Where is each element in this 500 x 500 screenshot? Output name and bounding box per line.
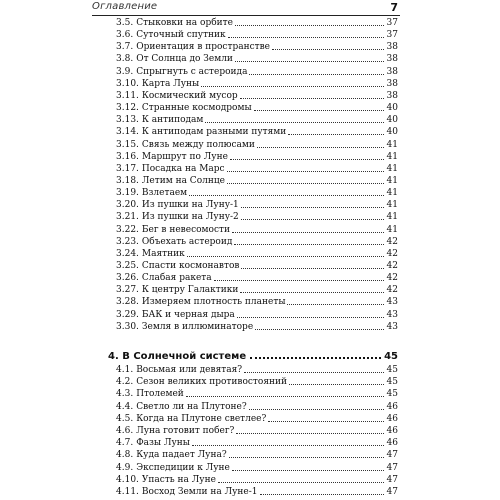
entry-page: 37 <box>386 30 398 41</box>
dot-leader <box>287 298 384 305</box>
entry-title: Летим на Солнце <box>141 175 225 186</box>
dot-leader <box>227 177 384 184</box>
toc-entry[interactable] <box>116 126 398 138</box>
dot-leader <box>250 351 381 359</box>
toc-entry[interactable] <box>116 199 398 211</box>
entry-number: 3.19. <box>116 188 139 199</box>
entry-number: 3.26. <box>116 273 139 284</box>
entry-page: 41 <box>386 163 398 174</box>
dot-leader <box>192 439 384 446</box>
toc-entry[interactable] <box>116 90 398 102</box>
entry-title: Спасти космонавтов <box>141 261 240 271</box>
toc-entry[interactable] <box>116 309 398 321</box>
entry-title: Объехать астероид <box>141 236 233 247</box>
toc-entry[interactable] <box>116 449 398 461</box>
entry-number: 3.6. <box>116 30 134 41</box>
toc-entry[interactable] <box>116 413 398 425</box>
entry-page: 38 <box>386 42 398 53</box>
entry-title: Карта Луны <box>141 78 200 89</box>
dot-leader <box>214 274 384 281</box>
entry-title: Слабая ракета <box>141 273 212 284</box>
entry-page: 42 <box>386 273 398 284</box>
toc-entry[interactable] <box>116 401 398 413</box>
toc-entry[interactable] <box>116 175 398 187</box>
toc-entry[interactable] <box>116 78 398 90</box>
toc-entry[interactable] <box>116 388 398 400</box>
entry-page: 47 <box>386 487 398 497</box>
toc-entry[interactable] <box>116 321 398 333</box>
entry-page: 42 <box>386 285 398 296</box>
entry-page: 47 <box>386 474 398 485</box>
entry-title: К антиподам разными путями <box>141 127 287 138</box>
toc-entry[interactable] <box>116 272 398 284</box>
toc-entry[interactable] <box>116 296 398 308</box>
toc-entry[interactable] <box>116 102 398 114</box>
entry-page: 43 <box>386 309 398 320</box>
entry-title: Бег в невесомости <box>141 224 230 235</box>
entry-title: Птолемей <box>136 389 184 400</box>
entry-number: 3.10. <box>116 78 139 89</box>
entry-title: Посадка на Марс <box>141 163 225 174</box>
entry-title: Фазы Луны <box>136 438 190 449</box>
dot-leader <box>201 80 384 87</box>
entry-page: 45 <box>386 389 398 400</box>
dot-leader <box>232 226 384 233</box>
entry-page: 46 <box>386 426 398 436</box>
entry-number: 3.23. <box>116 236 139 247</box>
toc-entry[interactable] <box>116 211 398 223</box>
entry-number: 4.2. <box>116 377 134 388</box>
dot-leader <box>260 488 384 495</box>
dot-leader <box>235 55 384 62</box>
entry-title: Маятник <box>141 248 185 259</box>
chapter-page: 45 <box>384 351 398 362</box>
entry-page: 42 <box>386 248 398 259</box>
entry-page: 41 <box>386 200 398 211</box>
entry-title: Спрыгнуть с астероида <box>136 66 248 77</box>
entry-number: 3.21. <box>116 212 139 223</box>
entry-title: Экспедиции к Луне <box>136 462 230 473</box>
entry-title: Маршрут по Луне <box>141 151 228 162</box>
entry-number: 4.7. <box>116 438 134 449</box>
dot-leader <box>218 476 384 483</box>
entry-title: Стыковки на орбите <box>136 18 233 28</box>
entry-page: 43 <box>386 297 398 308</box>
entry-number: 3.15. <box>116 139 139 150</box>
entry-title: Восход Земли на Луне-1 <box>141 487 258 497</box>
toc-entry[interactable] <box>116 376 398 388</box>
toc-entry[interactable] <box>116 248 398 260</box>
entry-number: 3.30. <box>116 321 139 332</box>
toc-entry[interactable] <box>116 114 398 126</box>
dot-leader <box>241 213 384 220</box>
toc-entry[interactable] <box>116 66 398 78</box>
dot-leader <box>235 19 384 26</box>
entry-page: 45 <box>386 377 398 388</box>
dot-leader <box>232 464 384 471</box>
chapter-title: 4. В Солнечной системе <box>108 351 247 362</box>
entry-page: 41 <box>386 139 398 150</box>
toc-entry[interactable] <box>116 364 398 376</box>
entry-number: 4.6. <box>116 426 134 436</box>
entry-number: 4.1. <box>116 365 134 375</box>
entry-page: 37 <box>386 18 398 28</box>
entry-page: 41 <box>386 151 398 162</box>
entry-page: 43 <box>386 321 398 332</box>
entry-number: 4.3. <box>116 389 134 400</box>
entry-number: 4.8. <box>116 450 134 461</box>
dot-leader <box>257 141 384 148</box>
toc-entry[interactable] <box>116 139 398 151</box>
entry-title: Из пушки на Луну-2 <box>141 212 239 223</box>
entry-page: 40 <box>386 127 398 138</box>
entry-page: 41 <box>386 212 398 223</box>
dot-leader <box>241 262 384 269</box>
dot-leader <box>187 250 384 257</box>
entry-number: 3.5. <box>116 18 134 28</box>
entry-title: Взлетаем <box>141 188 188 199</box>
entry-title: Восьмая или девятая? <box>136 365 243 375</box>
dot-leader <box>229 451 384 458</box>
entry-title: Земля в иллюминаторе <box>141 321 254 332</box>
entry-number: 4.11. <box>116 487 139 497</box>
toc-entry[interactable] <box>116 187 398 199</box>
entry-number: 3.18. <box>116 175 139 186</box>
entry-number: 4.5. <box>116 413 134 424</box>
toc-entry[interactable] <box>116 224 398 236</box>
toc-entry[interactable] <box>116 437 398 449</box>
dot-leader <box>249 403 384 410</box>
entry-number: 3.28. <box>116 297 139 308</box>
entry-number: 3.17. <box>116 163 139 174</box>
dot-leader <box>205 116 384 123</box>
entry-page: 42 <box>386 261 398 271</box>
toc-entry[interactable] <box>116 474 398 486</box>
toc-entry[interactable] <box>116 17 398 29</box>
header-title: Оглавление <box>92 1 158 12</box>
page-number: 7 <box>390 1 398 14</box>
dot-leader <box>244 366 384 373</box>
entry-number: 3.8. <box>116 54 134 65</box>
dot-leader <box>255 323 384 330</box>
toc-entry[interactable] <box>116 425 398 437</box>
dot-leader <box>249 68 384 75</box>
dot-leader <box>186 390 384 397</box>
entry-number: 3.16. <box>116 151 139 162</box>
entry-page: 42 <box>386 236 398 247</box>
toc-entry[interactable] <box>116 486 398 498</box>
toc-entry[interactable] <box>116 41 398 53</box>
dot-leader <box>289 378 384 385</box>
entry-title: Упасть на Луне <box>141 474 216 485</box>
entry-page: 41 <box>386 224 398 235</box>
entry-number: 3.25. <box>116 261 139 271</box>
entry-title: Светло ли на Плутоне? <box>136 401 247 412</box>
dot-leader <box>234 238 384 245</box>
entry-page: 46 <box>386 438 398 449</box>
entry-number: 3.27. <box>116 285 139 296</box>
dot-leader <box>288 128 384 135</box>
entry-number: 3.29. <box>116 309 139 320</box>
dot-leader <box>241 201 384 208</box>
entry-number: 3.12. <box>116 103 139 114</box>
toc-chapter-4[interactable] <box>108 348 398 363</box>
entry-title: К центру Галактики <box>141 285 239 296</box>
entry-page: 41 <box>386 188 398 199</box>
entry-title: БАК и черная дыра <box>141 309 235 320</box>
entry-title: Луна готовит побег? <box>136 426 235 436</box>
toc-entry[interactable] <box>116 260 398 272</box>
toc-entry[interactable] <box>116 163 398 175</box>
entry-number: 4.4. <box>116 401 134 412</box>
entry-page: 38 <box>386 54 398 65</box>
entry-title: Космический мусор <box>141 90 238 101</box>
entry-page: 47 <box>386 450 398 461</box>
dot-leader <box>236 427 384 434</box>
dot-leader <box>254 104 384 111</box>
entry-title: Связь между полюсами <box>141 139 255 150</box>
toc-entry[interactable] <box>116 29 398 41</box>
toc-entry[interactable] <box>116 236 398 248</box>
entry-page: 45 <box>386 365 398 375</box>
entry-title: Когда на Плутоне светлее? <box>136 413 267 424</box>
entry-number: 3.7. <box>116 42 134 53</box>
entry-page: 47 <box>386 462 398 473</box>
entry-page: 38 <box>386 78 398 89</box>
entry-page: 40 <box>386 103 398 114</box>
entry-number: 4.10. <box>116 474 139 485</box>
entry-title: Суточный спутник <box>136 30 226 41</box>
entry-page: 41 <box>386 175 398 186</box>
dot-leader <box>237 311 384 318</box>
dot-leader <box>240 92 384 99</box>
toc-entry[interactable] <box>116 53 398 65</box>
dot-leader <box>240 286 384 293</box>
dot-leader <box>227 165 384 172</box>
toc-entry[interactable] <box>116 462 398 474</box>
entry-number: 3.13. <box>116 115 139 126</box>
entry-number: 3.20. <box>116 200 139 211</box>
dot-leader <box>228 31 384 38</box>
entry-title: Из пушки на Луну-1 <box>141 200 239 211</box>
entry-number: 3.11. <box>116 90 139 101</box>
running-header <box>92 1 400 16</box>
entry-page: 46 <box>386 401 398 412</box>
entry-number: 3.9. <box>116 66 134 77</box>
entry-number: 3.24. <box>116 248 139 259</box>
entry-title: К антиподам <box>141 115 204 126</box>
entry-number: 3.14. <box>116 127 139 138</box>
toc-entry[interactable] <box>116 151 398 163</box>
dot-leader <box>230 153 384 160</box>
entry-page: 38 <box>386 90 398 101</box>
entry-title: Куда падает Луна? <box>136 450 227 461</box>
entry-number: 3.22. <box>116 224 139 235</box>
entry-title: Сезон великих противостояний <box>136 377 288 388</box>
dot-leader <box>189 189 384 196</box>
entry-number: 4.9. <box>116 462 134 473</box>
entry-title: Ориентация в пространстве <box>136 42 270 53</box>
dot-leader <box>272 43 384 50</box>
entry-page: 38 <box>386 66 398 77</box>
entry-title: От Солнца до Земли <box>136 54 233 65</box>
entry-title: Странные космодромы <box>141 103 252 114</box>
entry-page: 46 <box>386 413 398 424</box>
entry-page: 40 <box>386 115 398 126</box>
entry-title: Измеряем плотность планеты <box>141 297 286 308</box>
dot-leader <box>268 415 384 422</box>
toc-entry[interactable] <box>116 284 398 296</box>
